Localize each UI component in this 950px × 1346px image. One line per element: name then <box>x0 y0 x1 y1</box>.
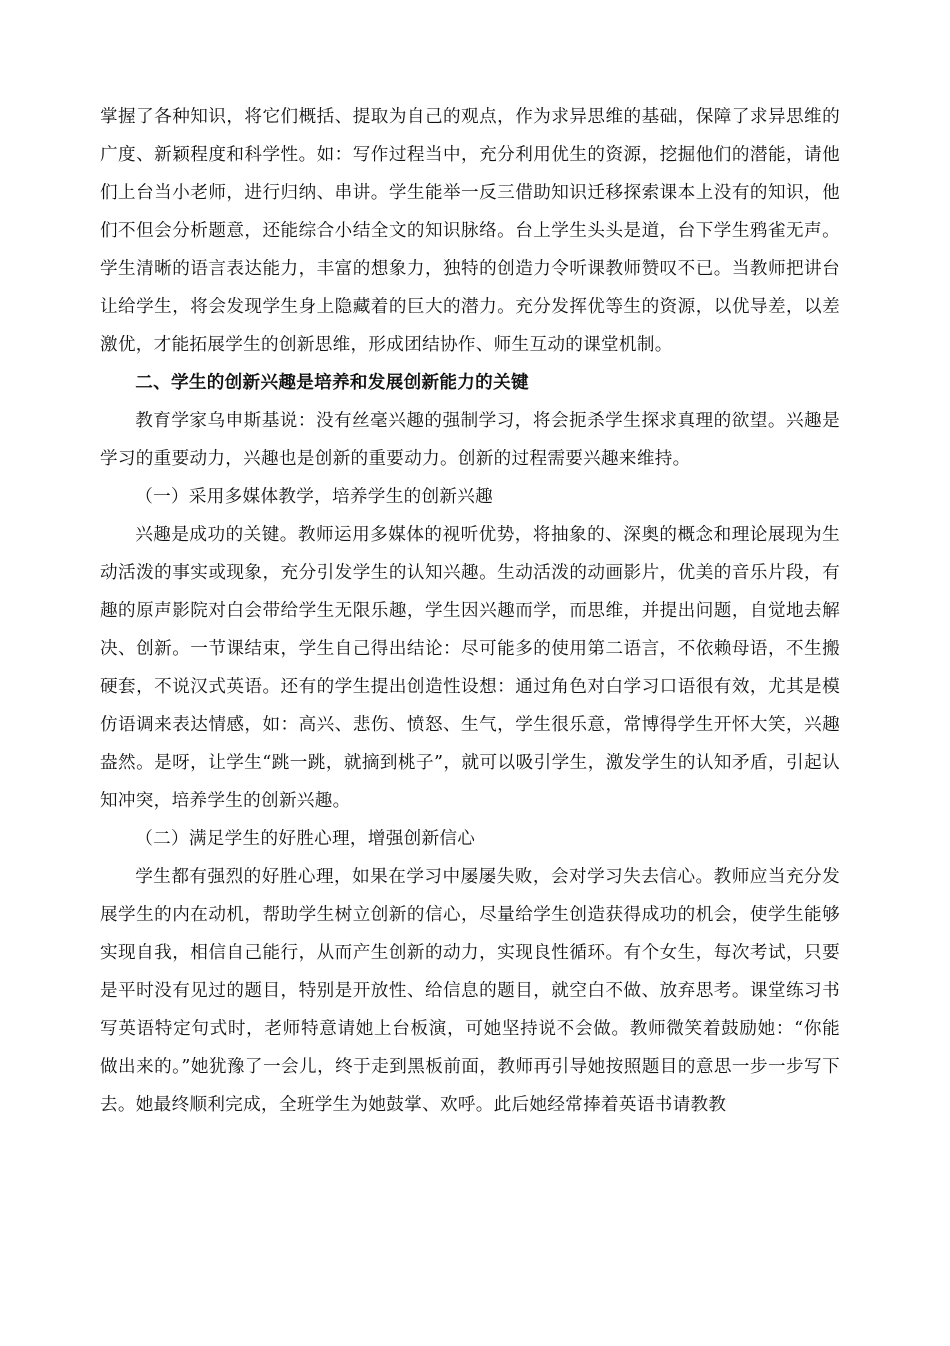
subsection-paragraph-multimedia: 兴趣是成功的关键。教师运用多媒体的视听优势，将抽象的、深奥的概念和理论展现为生动活泼的事实或现象，充分引发学生的认知兴趣。生动活泼的动画影片，优美的音乐片段，有趣的原声影院对白会带给学生无限乐趣，学生因兴趣而学，而思维，并提出问题，自觉地去解决、创新。一节课结束，学生自己得出结论：尽可能多的使用第二语言，不依赖母语，不生搬硬套，不说汉式英语。还有的学生提出创造性设想：通过角色对白学习口语很有效，尤其是模仿语调来表达情感，如：高兴、悲伤、愤怒、生气，学生很乐意，常博得学生开怀大笑，兴趣盎然。是呀，让学生“跳一跳，就摘到桃子”，就可以吸引学生，激发学生的认知矛盾，引起认知冲突，培养学生的创新兴趣。 <box>100 525 840 811</box>
subsection-heading-multimedia: （一）采用多媒体教学，培养学生的创新兴趣 <box>135 487 494 507</box>
section-heading: 二、学生的创新兴趣是培养和发展创新能力的关键 <box>135 372 529 393</box>
continued-paragraph: 掌握了各种知识，将它们概括、提取为自己的观点，作为求异思维的基础，保障了求异思维的广度、新颖程度和科学性。如：写作过程当中，充分利用优生的资源，挖掘他们的潜能，请他们上台当小老师，进行归纳、串讲。学生能举一反三借助知识迁移探索课本上没有的知识，他们不但会分析题意，还能综合小结全文的知识脉络。台上学生头头是道，台下学生鸦雀无声。学生清晰的语言表达能力，丰富的想象力，独特的创造力令听课教师赞叹不已。当教师把讲台让给学生，将会发现学生身上隐藏着的巨大的潜力。充分发挥优等生的资源，以优导差，以差激优，才能拓展学生的创新思维，形成团结协作、师生互动的课堂机制。 <box>100 107 840 355</box>
section-intro-paragraph: 教育学家乌申斯基说：没有丝毫兴趣的强制学习，将会扼杀学生探求真理的欲望。兴趣是学习的重要动力，兴趣也是创新的重要动力。创新的过程需要兴趣来维持。 <box>100 411 840 469</box>
subsection-paragraph-confidence: 学生都有强烈的好胜心理，如果在学习中屡屡失败，会对学习失去信心。教师应当充分发展学生的内在动机，帮助学生树立创新的信心，尽量给学生创造获得成功的机会，使学生能够实现自我，相信自己能行，从而产生创新的动力，实现良性循环。有个女生，每次考试，只要是平时没有见过的题目，特别是开放性、给信息的题目，就空白不做、放弃思考。课堂练习书写英语特定句式时，老师特意请她上台板演，可她坚持说不会做。教师微笑着鼓励她：“你能做出来的。”她犹豫了一会儿，终于走到黑板前面，教师再引导她按照题目的意思一步一步写下去。她最终顺利完成，全班学生为她鼓掌、欢呼。此后她经常捧着英语书请教教 <box>100 867 840 1115</box>
document-body <box>100 98 840 1124</box>
subsection-heading-confidence: （二）满足学生的好胜心理，增强创新信心 <box>135 829 476 849</box>
